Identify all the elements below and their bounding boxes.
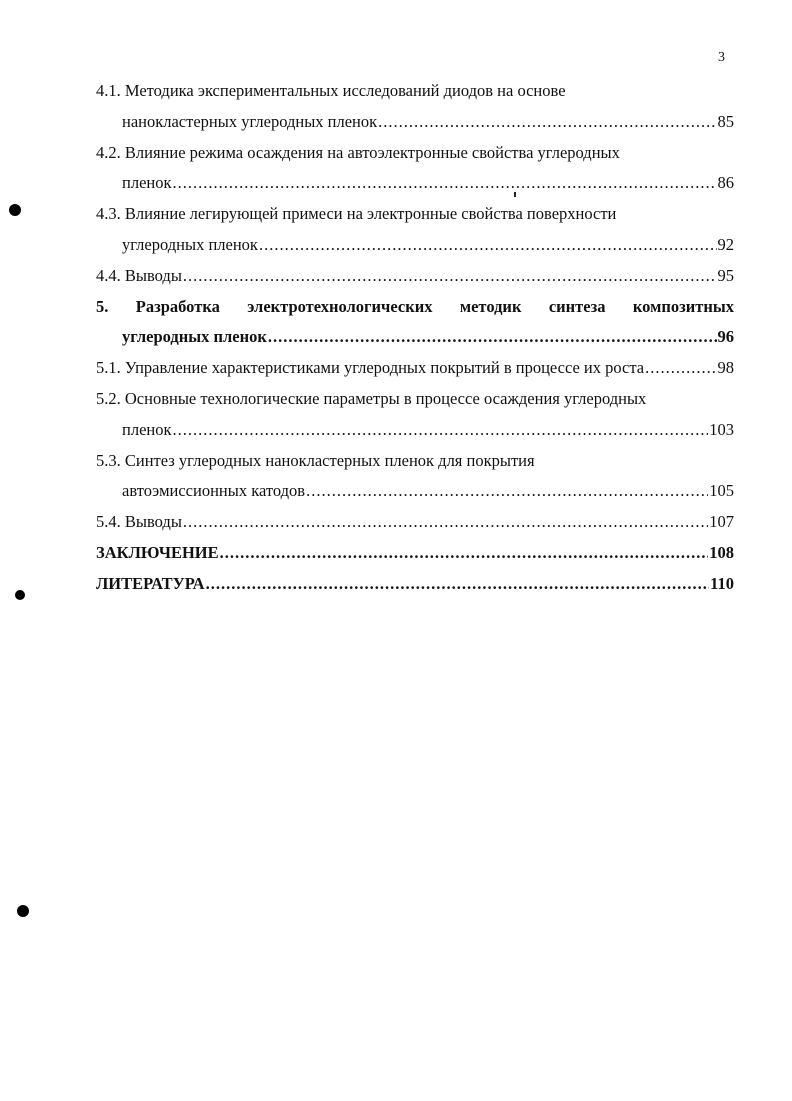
dot-leader [268,322,717,353]
toc-entry-title-cont: углеродных пленок [122,327,267,347]
toc-entry-continuation [96,107,734,138]
toc-entry-title-cont: автоэмиссионных катодов [122,481,306,501]
toc-entry-4-3[interactable] [96,199,734,261]
dot-leader [259,230,717,261]
toc-page-number: 95 [717,265,734,285]
dot-leader [306,476,708,507]
toc-entry-title: 4.1. Методика экспериментальных исследований диодов на основе [96,81,566,100]
dot-leader [220,538,709,569]
toc-entry-title-cont: пленок [122,419,172,439]
toc-entry-conclusion[interactable] [96,538,734,569]
dot-leader [645,353,716,384]
toc-entry-title: 4.4. Выводы [96,265,182,285]
toc-entry-title-cont: пленок [122,173,172,193]
toc-page-number: 105 [709,481,734,501]
toc-entry-line [96,261,734,292]
toc-entry-title: 5.1. Управление характеристиками углеродных покрытий в процессе их роста [96,358,645,378]
dot-leader [172,168,716,199]
toc-entry-5-2[interactable] [96,384,734,446]
toc-entry-title: 4.3. Влияние легирующей примеси на электронные свойства поверхности [96,204,617,224]
toc-entry-continuation [96,230,734,261]
toc-entry-continuation [96,168,734,199]
toc-page-number: 108 [709,542,734,562]
toc-entry-title: 4.2. Влияние режима осаждения на автоэлектронные свойства углеродных [96,142,620,162]
toc-page-number: 92 [717,234,734,254]
toc-entry-line [96,353,734,384]
binder-hole-mark [9,204,21,216]
dot-leader [206,569,710,600]
toc-entry-title: 5.4. Выводы [96,512,182,532]
toc-entry-title: 5.3. Синтез углеродных нанокластерных пленок для покрытия [96,450,535,470]
toc-page-number: 96 [717,327,734,347]
toc-page-number: 103 [709,419,734,439]
dot-leader [378,107,716,138]
toc-entry-4-2[interactable] [96,138,734,200]
dot-leader [172,415,708,446]
toc-entry-continuation [96,322,734,353]
toc-entry-5-1[interactable] [96,353,734,384]
toc-entry-4-1[interactable] [96,76,734,138]
toc-page-number: 107 [709,512,734,532]
toc-entry-4-4[interactable] [96,261,734,292]
toc-entry-5[interactable] [96,292,734,354]
toc-entry-5-4[interactable] [96,507,734,538]
toc-entry-5-3[interactable] [96,446,734,508]
binder-hole-mark [15,590,25,600]
toc-entry-title-cont: нанокластерных углеродных пленок [122,111,378,131]
page-number: 3 [718,50,725,65]
toc-entry-continuation [96,476,734,507]
binder-hole-mark [17,905,29,917]
toc-entry-continuation [96,415,734,446]
toc-entry-line [96,569,734,600]
toc-page-number: 86 [717,173,734,193]
toc-entry-title: ЗАКЛЮЧЕНИЕ [96,542,219,562]
toc-page-number: 98 [717,358,734,378]
toc-page-number: 110 [710,573,734,593]
table-of-contents [96,76,734,600]
toc-entry-title: 5.2. Основные технологические параметры в процессе осаждения углеродных [96,388,647,408]
dot-leader [183,507,708,538]
toc-entry-literature[interactable] [96,569,734,600]
toc-entry-line [96,507,734,538]
toc-entry-title: 5. Разработка электротехнологических методик синтеза композитных [96,296,734,316]
toc-entry-title-cont: углеродных пленок [122,234,258,254]
dot-leader [183,261,717,292]
toc-entry-title: ЛИТЕРАТУРА [96,573,205,593]
toc-entry-line [96,538,734,569]
toc-page-number: 85 [717,111,734,131]
